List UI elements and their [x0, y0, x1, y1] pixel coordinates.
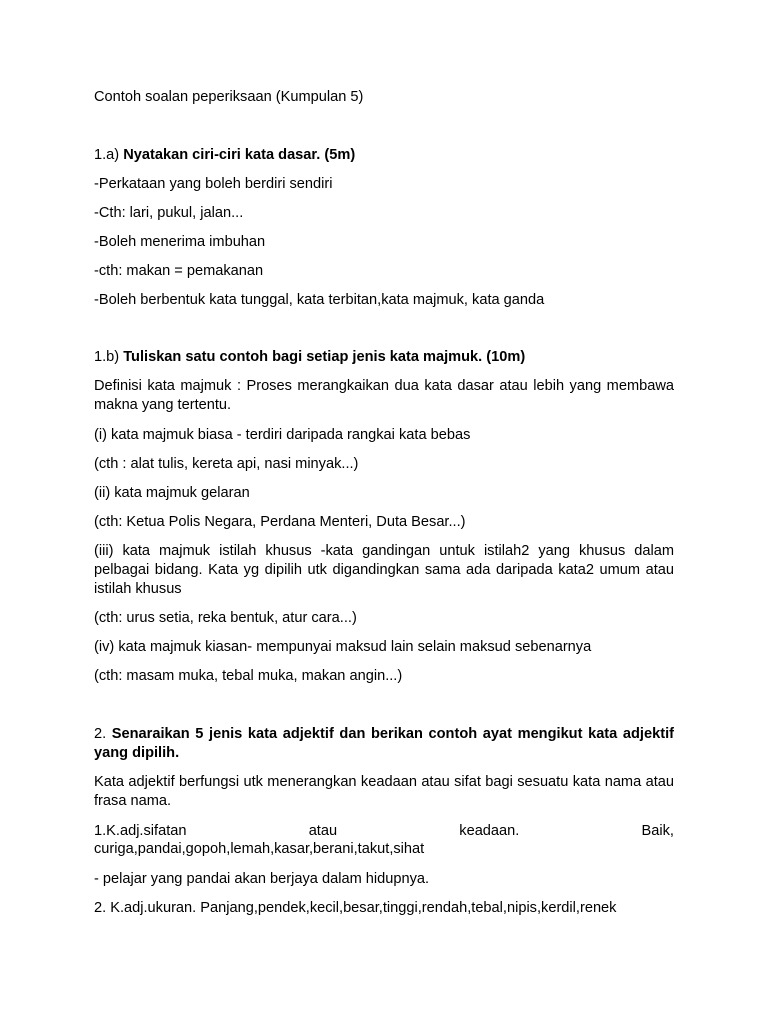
answer-item-1-word: 1.K.adj.sifatan — [94, 823, 187, 839]
question-1a-text: Nyatakan ciri-ciri kata dasar. (5m) — [123, 147, 356, 163]
answer-item-1-continuation: curiga,pandai,gopoh,lemah,kasar,berani,takut,sihat — [94, 841, 425, 857]
answer-point: -Boleh menerima imbuhan — [94, 234, 266, 250]
answer-point: -Cth: lari, pukul, jalan... — [94, 205, 244, 221]
answer-point: -Boleh berbentuk kata tunggal, kata terbitan,kata majmuk, kata ganda — [94, 292, 545, 308]
answer-point: -Perkataan yang boleh berdiri sendiri — [94, 176, 333, 192]
answer-item-1-word: Baik, — [641, 823, 674, 839]
answer-example: (cth: urus setia, reka bentuk, atur cara...) — [94, 610, 357, 626]
answer-point: -cth: makan = pemakanan — [94, 263, 264, 279]
answer-item-1-word: keadaan. — [459, 823, 520, 839]
question-2 — [94, 725, 674, 763]
answer-item: (i) kata majmuk biasa - terdiri daripada rangkai kata bebas — [94, 427, 471, 443]
question-2-number: 2. — [94, 726, 107, 742]
answer-example: (cth: masam muka, tebal muka, makan angin...) — [94, 668, 403, 684]
question-2-text: Senaraikan 5 jenis kata adjektif dan berikan contoh ayat mengikut kata adjektif yang dipilih. — [94, 726, 674, 761]
answer-item: (iv) kata majmuk kiasan- mempunyai maksud lain selain maksud sebenarnya — [94, 639, 592, 655]
answer-example: (cth : alat tulis, kereta api, nasi minyak...) — [94, 456, 359, 472]
answer-item-1-word: atau — [308, 823, 338, 839]
answer-item: (iii) kata majmuk istilah khusus -kata gandingan untuk istilah2 yang khusus dalam pelbagai bidang. Kata yg dipilih utk digandingkan sama ada daripada kata2 umum atau istilah khusus — [94, 543, 674, 597]
question-1a-number: 1.a) — [94, 147, 120, 163]
kata-adjektif-definition: Kata adjektif berfungsi utk menerangkan keadaan atau sifat bagi sesuatu kata nama atau frasa nama. — [94, 774, 674, 809]
question-1b-text: Tuliskan satu contoh bagi setiap jenis kata majmuk. (10m) — [123, 349, 526, 365]
answer-example: (cth: Ketua Polis Negara, Perdana Menteri, Duta Besar...) — [94, 514, 466, 530]
question-1a — [94, 146, 674, 165]
answer-example: - pelajar yang pandai akan berjaya dalam hidupnya. — [94, 871, 430, 887]
answer-item-2: 2. K.adj.ukuran. Panjang,pendek,kecil,besar,tinggi,rendah,tebal,nipis,kerdil,renek — [94, 900, 617, 916]
answer-item-1 — [94, 822, 674, 841]
document-title: Contoh soalan peperiksaan (Kumpulan 5) — [94, 89, 364, 105]
answer-item: (ii) kata majmuk gelaran — [94, 485, 250, 501]
question-1b-number: 1.b) — [94, 349, 120, 365]
kata-majmuk-definition: Definisi kata majmuk : Proses merangkaikan dua kata dasar atau lebih yang membawa makna yang tertentu. — [94, 378, 674, 413]
question-1b — [94, 348, 674, 367]
